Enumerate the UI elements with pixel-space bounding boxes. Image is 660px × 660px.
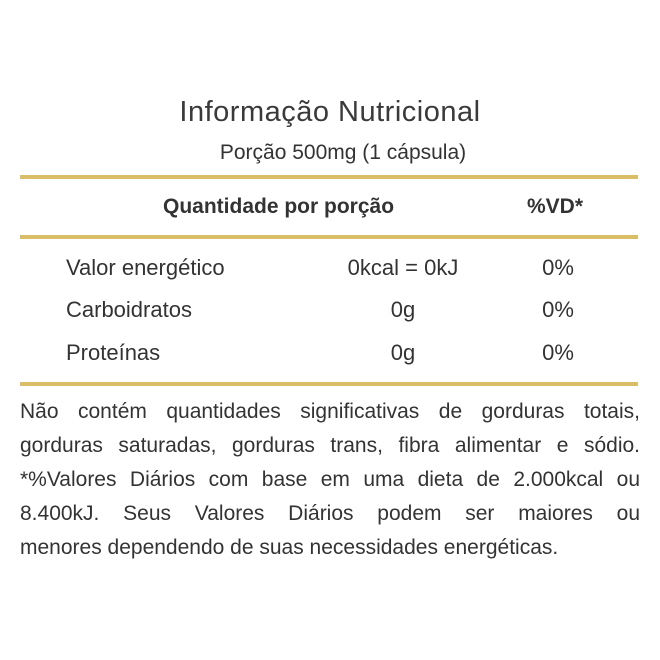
footnote — [20, 395, 640, 565]
page-title: Informação Nutricional — [179, 96, 481, 128]
nutrient-name: Proteínas — [66, 340, 161, 365]
footnote-line: Não contém quantidades significativas de gorduras totais, — [20, 400, 640, 423]
footnote-line: *%Valores Diários com base em uma dieta de 2.000kcal ou — [20, 468, 640, 491]
serving-size: Porção 500mg (1 cápsula) — [219, 141, 467, 164]
header-divider — [20, 235, 638, 239]
nutrient-quantity: 0g — [390, 340, 416, 365]
footnote-line: gorduras saturadas, gorduras trans, fibra alimentar e sódio. — [20, 434, 640, 457]
footnote-line: 8.400kJ. Seus Valores Diários podem ser maiores ou — [20, 502, 640, 525]
nutrient-daily-value: 0% — [542, 340, 574, 365]
nutrient-quantity: 0kcal = 0kJ — [347, 255, 459, 280]
table-row — [0, 340, 660, 374]
nutrient-quantity: 0g — [390, 297, 416, 322]
nutrient-name: Carboidratos — [66, 297, 192, 322]
column-header-quantity: Quantidade por porção — [163, 195, 395, 218]
top-divider — [20, 175, 638, 179]
nutrient-daily-value: 0% — [542, 297, 574, 322]
nutrient-name: Valor energético — [66, 255, 225, 280]
nutrient-daily-value: 0% — [542, 255, 574, 280]
bottom-divider — [20, 382, 638, 386]
table-row — [0, 255, 660, 289]
footnote-line: menores dependendo de suas necessidades energéticas. — [20, 536, 559, 559]
column-header-daily-value: %VD* — [527, 195, 584, 218]
table-row — [0, 297, 660, 331]
